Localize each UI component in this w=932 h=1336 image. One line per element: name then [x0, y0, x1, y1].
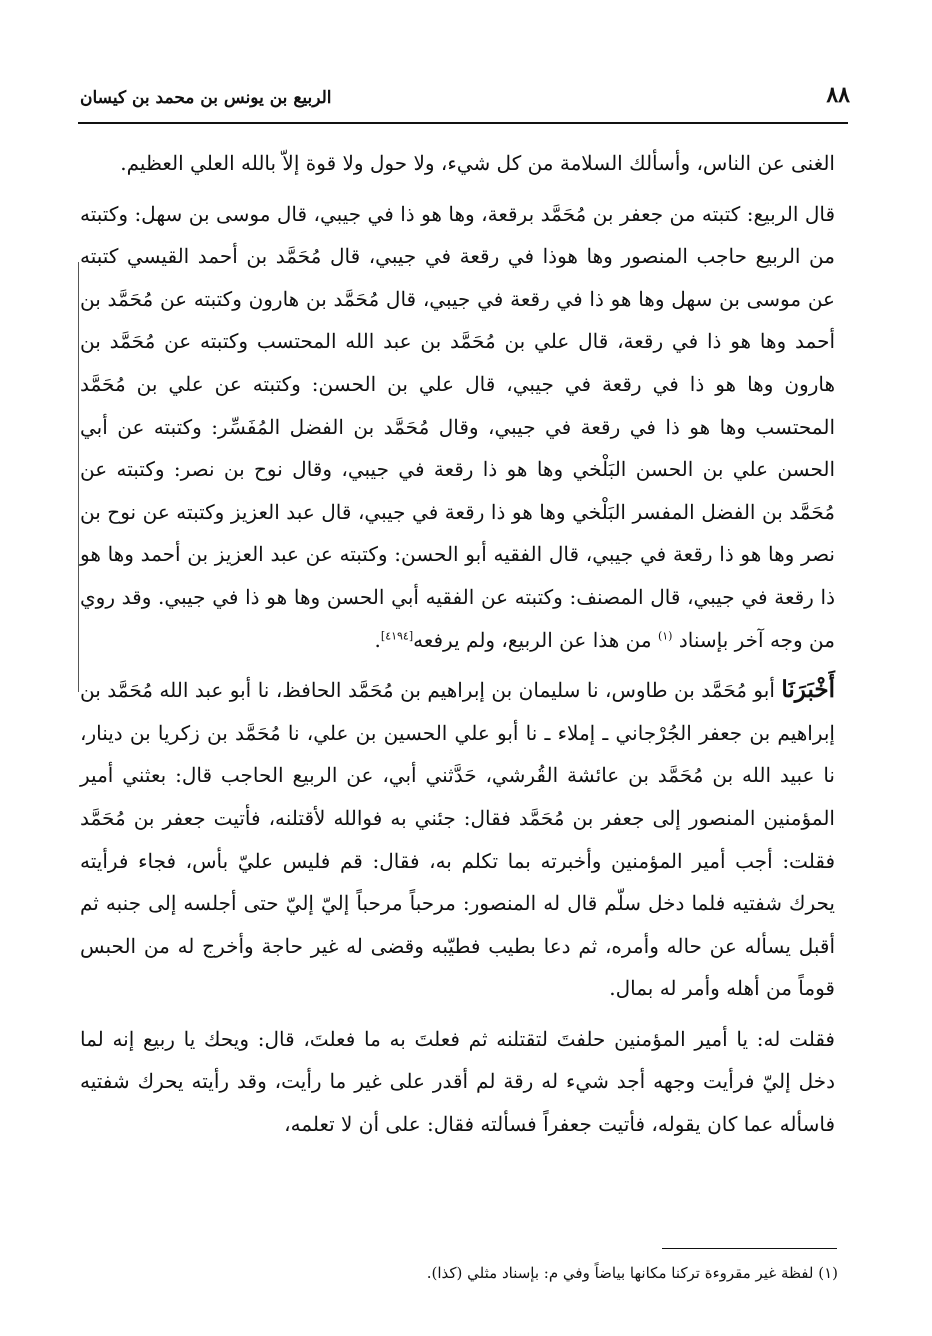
main-text	[80, 142, 835, 1146]
paragraph-text: قال الربيع: كتبته من جعفر بن مُحَمَّد برقعة، وها هو ذا في جيبي، قال موسى بن سهل: وكتبته من الربيع حاجب المنصور وها هوذا في رقعة في جيبي، قال مُحَمَّد بن أحمد القيسي كتبته عن موسى بن سهل وها هو ذا في رقعة في جيبي، قال مُحَمَّد بن هارون وكتبته عن مُحَمَّد بن أحمد وها هو ذا في رقعة، قال علي بن مُحَمَّد بن عبد الله المحتسب وكتبته عن مُحَمَّد بن هارون وها هو ذا في رقعة في جيبي، قال علي بن الحسن: وكتبته عن علي بن مُحَمَّد المحتسب وها هو ذا في رقعة في جيبي، وقال مُحَمَّد بن الفضل المُفَسِّر: وكتبته عن أبي الحسن علي بن الحسن البَلْخي وها هو ذا رقعة في جيبي، وقال نوح بن نصر: وكتبته عن مُحَمَّد بن الفضل المفسر البَلْخي وها هو ذا رقعة في جيبي، قال عبد العزيز وكتبته عن نوح بن نصر وها هو ذا رقعة في جيبي، قال الفقيه أبو الحسن: وكتبته عن عبد العزيز بن أحمد وها هو ذا رقعة في جيبي، قال المصنف: وكتبته عن الفقيه أبي الحسن وها هو ذا في جيبي. وقد روي من وجه آخر بإسناد	[80, 201, 835, 652]
footnote: (١) لفظة غير مقروءة تركنا مكانها بياضاً وفي م: بإسناد مثلي (كذا).	[426, 1264, 838, 1282]
paragraph-end: .	[374, 627, 381, 652]
paragraph-text: أبو مُحَمَّد بن طاوس، نا سليمان بن إبراهيم بن مُحَمَّد الحافظ، نا أبو عبد الله مُحَمَّد بن إبراهيم بن جعفر الجُرْجاني ـ إملاء ـ نا أبو علي الحسين بن علي، نا مُحَمَّد بن زكريا بن دينار، نا عبيد الله بن مُحَمَّد بن عائشة القُرشي، حَدَّثني أبي، عن الربيع الحاجب قال: بعثني أمير المؤمنين المنصور إلى جعفر بن مُحَمَّد فقال: جئني به فوالله لأقتلنه، فأتيت جعفر بن مُحَمَّد فقلت: أجب أمير المؤمنين وأخبرته بما تكلم به، فقال: قم فليس عليّ بأس، فجاء فرأيته يحرك شفتيه فلما دخل سلّم قال له المنصور: مرحباً مرحباً إليّ إليّ حتى أجلسه إلى جنبه ثم أقبل يسأله عن حاله وأمره، ثم دعا بطيب فطيّبه وقضى له غير حاجة وأخرج له من الحبس قوماً من أهله وأمر له بمال.	[80, 678, 835, 1001]
hadith-number: [٤١٩٤]	[380, 628, 414, 642]
paragraph: فقلت له: يا أمير المؤمنين حلفتَ لتقتلنه ثم فعلتَ به ما فعلتَ، قال: ويحك يا ربيع إنه لما دخل إليّ فرأيت وجهه أجد شيء له رقة لم أقدر على غير ما رأيت، وقد رأيته يحرك شفتيه فاسأله عما كان يقوله، فأتيت جعفراً فسألته فقال: على أن لا تعلمه،	[80, 1026, 835, 1137]
narration-lead: أَخْبَرَنَا	[781, 676, 835, 704]
footnote-ref: (١)	[657, 628, 673, 642]
footnote-rule	[662, 1248, 837, 1249]
page-header	[80, 80, 850, 120]
paragraph-isnad	[80, 193, 835, 662]
page-number: ٨٨	[826, 82, 850, 108]
header-rule	[78, 122, 848, 124]
paragraph-tail: من هذا عن الربيع، ولم يرفعه	[413, 627, 652, 652]
paragraph-hadith	[80, 669, 835, 1010]
paragraph: الغنى عن الناس، وأسألك السلامة من كل شيء، ولا حول ولا قوة إلاّ بالله العلي العظيم.	[120, 151, 835, 175]
margin-rule	[78, 262, 79, 692]
running-title: الربيع بن يونس بن محمد بن كيسان	[80, 88, 332, 108]
